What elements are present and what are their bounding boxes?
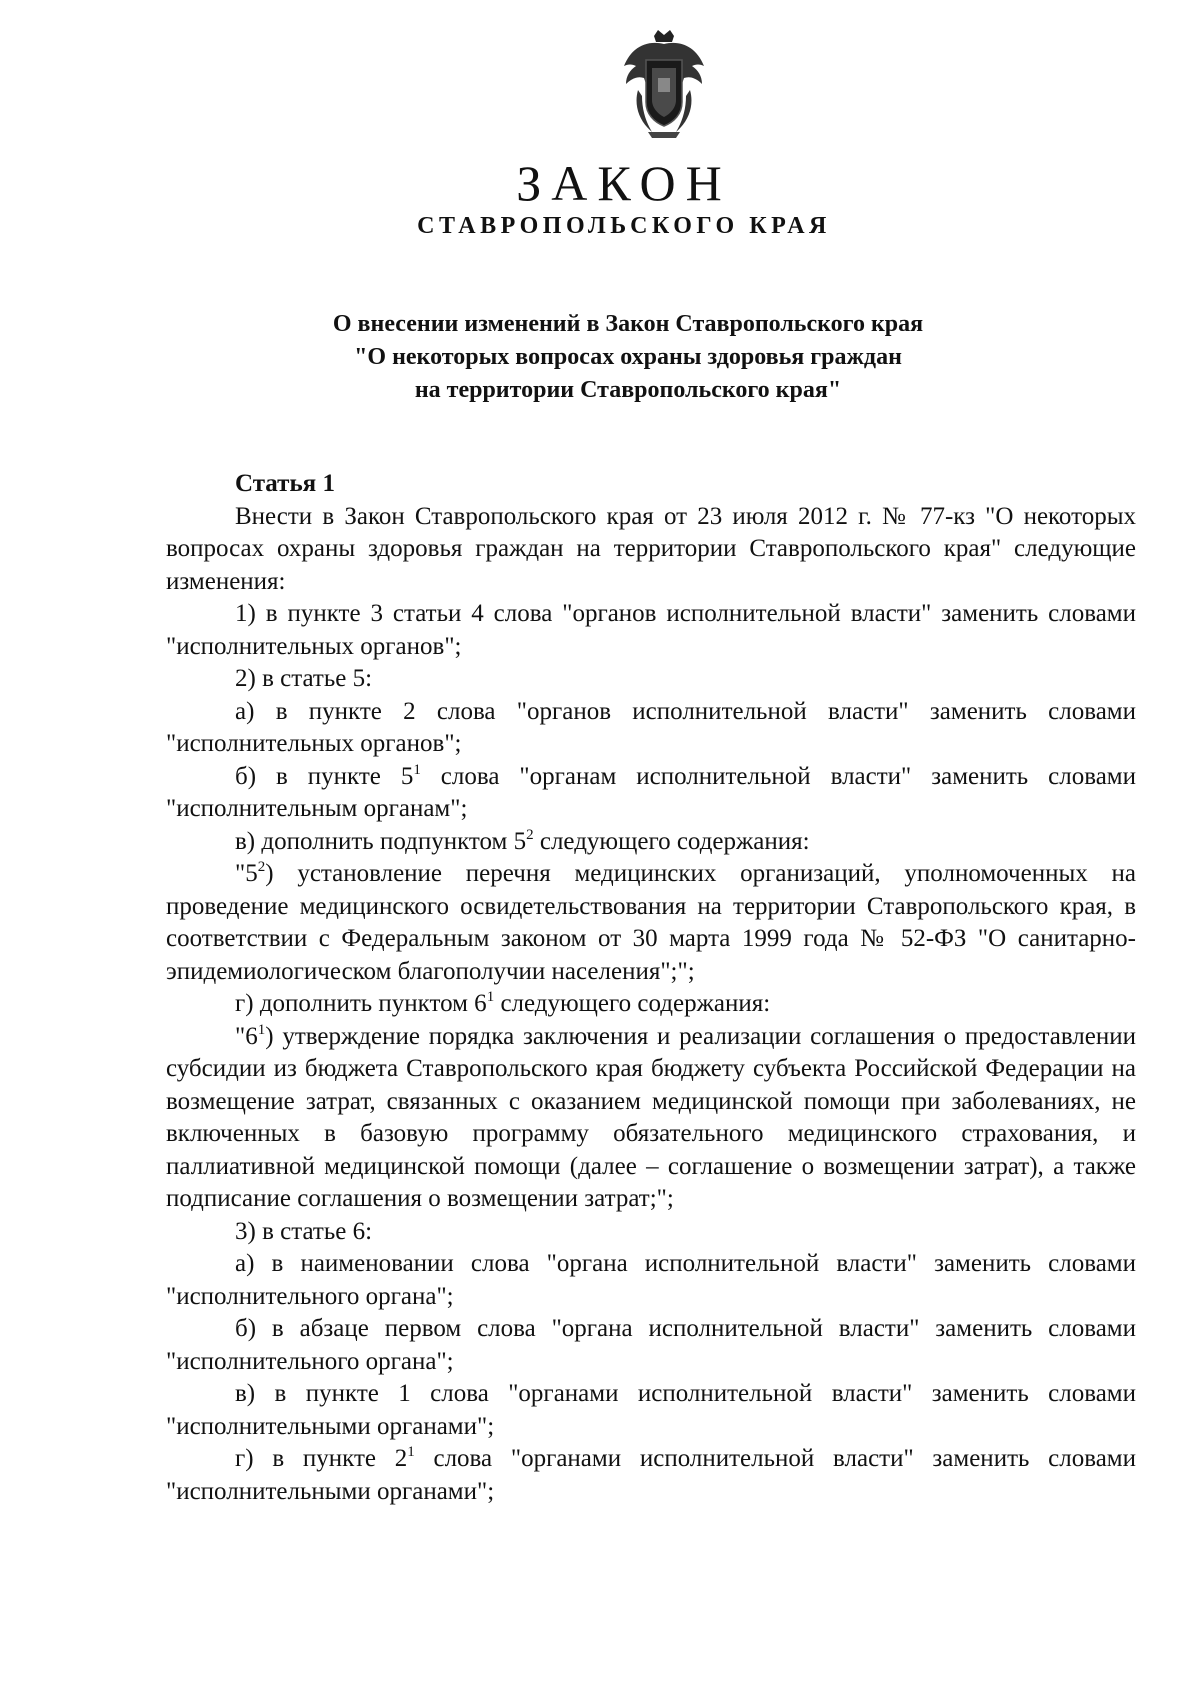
paragraph: 2) в статье 5: bbox=[235, 665, 373, 692]
paragraph-text: в) дополнить подпунктом 5 bbox=[235, 827, 527, 855]
paragraph-text: следующего содержания: bbox=[494, 990, 771, 1017]
paragraph: 3) в статье 6: bbox=[235, 1217, 373, 1245]
document-body bbox=[166, 468, 1136, 1508]
paragraph: 1) в пункте 3 статьи 4 слова "органов исполнительной власти" заменить словами "исполнительных органов"; bbox=[166, 600, 1136, 660]
heading-line: О внесении изменений в Закон Ставропольского края bbox=[332, 311, 924, 337]
paragraph bbox=[166, 761, 1136, 826]
superscript: 1 bbox=[486, 989, 495, 1005]
superscript: 2 bbox=[526, 826, 534, 843]
paragraph bbox=[166, 826, 1136, 859]
coat-of-arms-emblem bbox=[618, 30, 710, 140]
paragraph-text: б) в пункте 5 bbox=[235, 762, 414, 790]
paragraph: в) в пункте 1 слова "органами исполнительной власти" заменить словами "исполнительными органами"; bbox=[166, 1380, 1136, 1440]
coat-of-arms-icon bbox=[618, 30, 710, 140]
paragraph-text: "5 bbox=[235, 860, 258, 887]
paragraph-text: слова "органам исполнительной власти" заменить словами "исполнительным органам"; bbox=[166, 762, 1136, 822]
heading-line: "О некоторых вопросах охраны здоровья граждан bbox=[354, 344, 902, 370]
paragraph: Внести в Закон Ставропольского края от 23 июля 2012 г. № 77-кз "О некоторых вопросах охраны здоровья граждан на территории Ставропольского края" следующие изменения: bbox=[166, 502, 1136, 595]
paragraph: а) в пункте 2 слова "органов исполнительной власти" заменить словами "исполнительных органов"; bbox=[166, 697, 1136, 757]
paragraph-text: г) в пункте 2 bbox=[235, 1445, 408, 1472]
paragraph-text: ) утверждение порядка заключения и реализации соглашения о предоставлении субсидии из бюджета Ставропольского края бюджету субъекта Российской Федерации на возмещение затрат, связанных с оказанием медицинской помощи при заболеваниях, не включенных в базовую программу обязательного медицинского страхования, и паллиативной медицинской помощи (далее – соглашение о возмещении затрат), а также подписание соглашения о возмещении затрат;"; bbox=[166, 1022, 1136, 1212]
law-title: ЗАКОН bbox=[516, 155, 732, 211]
superscript: 1 bbox=[407, 1444, 415, 1460]
article-heading: Статья 1 bbox=[235, 470, 335, 497]
document-heading bbox=[250, 308, 1006, 407]
law-subtitle: СТАВРОПОЛЬСКОГО КРАЯ bbox=[417, 213, 831, 239]
paragraph bbox=[166, 858, 1136, 988]
paragraph: б) в абзаце первом слова "органа исполнительной власти" заменить словами "исполнительного органа"; bbox=[166, 1315, 1136, 1375]
paragraph bbox=[166, 988, 1136, 1021]
paragraph: а) в наименовании слова "органа исполнительной власти" заменить словами "исполнительного органа"; bbox=[166, 1250, 1136, 1310]
paragraph-text: ) установление перечня медицинских организаций, уполномоченных на проведение медицинского освидетельствования на территории Ставропольского края, в соответствии с Федеральным законом от 30 марта 1999 года № 52-ФЗ "О санитарно-эпидемиологическом благополучии населения";"; bbox=[166, 860, 1136, 985]
superscript: 1 bbox=[413, 761, 421, 778]
paragraph bbox=[166, 1443, 1136, 1508]
superscript: 1 bbox=[257, 1021, 266, 1038]
superscript: 2 bbox=[257, 859, 266, 875]
paragraph bbox=[166, 1021, 1136, 1216]
paragraph-text: г) дополнить пунктом 6 bbox=[235, 990, 487, 1017]
heading-line: на территории Ставропольского края" bbox=[414, 377, 842, 403]
paragraph-text: следующего содержания: bbox=[533, 827, 810, 855]
paragraph-text: "6 bbox=[235, 1022, 258, 1050]
paragraph-text: слова "органами исполнительной власти" заменить словами "исполнительными органами"; bbox=[166, 1445, 1136, 1505]
